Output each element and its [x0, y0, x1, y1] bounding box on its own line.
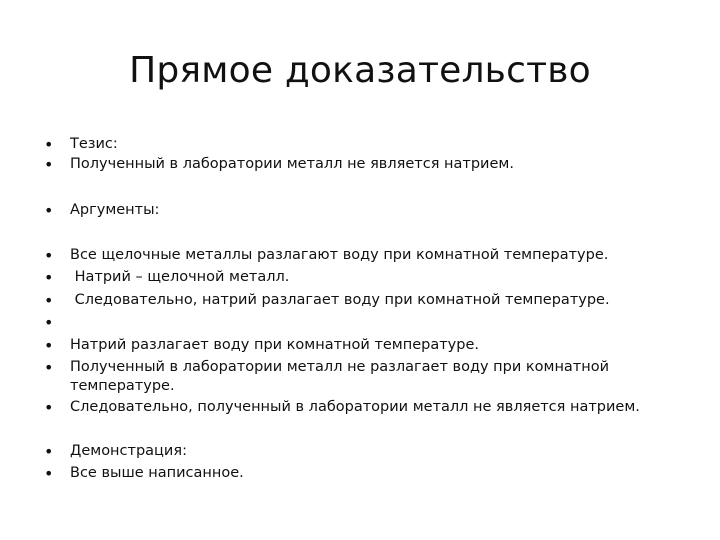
bullet-marker: • — [44, 201, 54, 220]
bullet-marker: • — [44, 464, 54, 483]
bullet-text: Полученный в лаборатории металл не является натрием. — [70, 156, 514, 172]
bullet-marker: • — [44, 336, 54, 355]
bullet-text: Натрий – щелочной металл. — [70, 269, 290, 285]
bullet-text: Аргументы: — [70, 202, 160, 218]
bullet-marker: • — [44, 246, 54, 265]
bullet-text: Следовательно, натрий разлагает воду при комнатной температуре. — [70, 292, 610, 308]
bullet-marker: • — [44, 398, 54, 417]
bullet-marker: • — [44, 313, 54, 332]
bullet-text: Полученный в лаборатории металл не разлагает воду при комнатной температуре. — [70, 359, 614, 394]
bullet-marker: • — [44, 155, 54, 174]
bullet-marker: • — [44, 268, 54, 287]
bullet-text: Все щелочные металлы разлагают воду при комнатной температуре. — [70, 247, 609, 263]
bullet-text: Натрий разлагает воду при комнатной температуре. — [70, 337, 480, 353]
bullet-marker: • — [44, 135, 54, 154]
bullet-text: Демонстрация: — [70, 443, 187, 459]
bullet-marker: • — [44, 442, 54, 461]
bullet-text: Следовательно, полученный в лаборатории металл не является натрием. — [70, 399, 640, 415]
bullet-marker: • — [44, 358, 54, 377]
bullet-text: Все выше написанное. — [70, 465, 244, 481]
slide-title: Прямое доказательство — [129, 50, 591, 91]
bullet-marker: • — [44, 291, 54, 310]
bullet-text: Тезис: — [70, 136, 118, 152]
slide-body — [44, 0, 664, 540]
